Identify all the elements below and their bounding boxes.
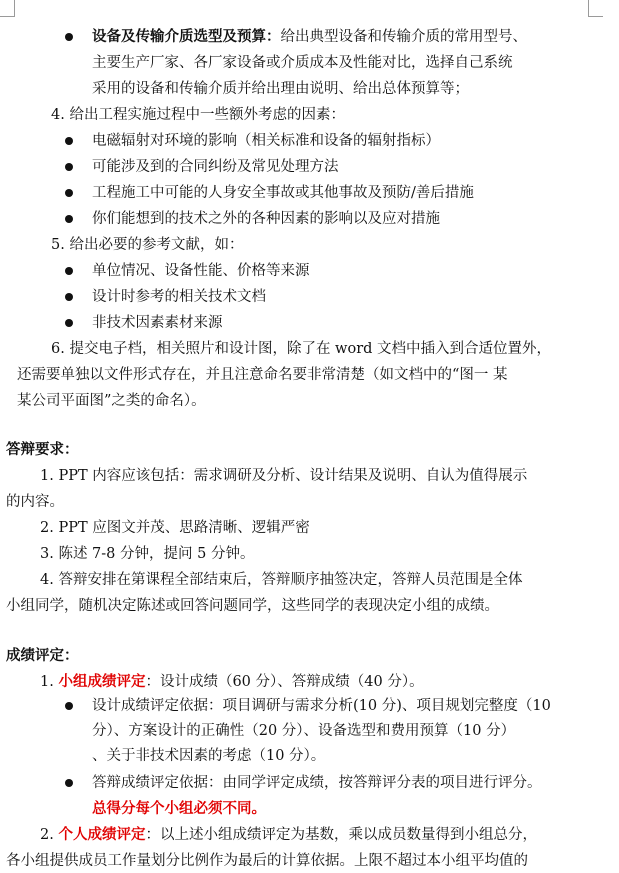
defense-item-4-line-2: 小组同学，随机决定陈述或回答问题同学，这些同学的表现决定小组的成绩。 (6, 598, 499, 614)
equipment-bullet-title: 设备及传输介质选型及预算： (92, 28, 281, 45)
grading-item-2-number: 2. (40, 827, 54, 843)
item-5-bullet-2: 设计时参考的相关技术文档 (92, 289, 266, 305)
group-grade-text: ：设计成绩（60 分）、答辩成绩（40 分）。 (145, 674, 424, 690)
design-grade-line-1: 设计成绩评定依据：项目调研与需求分析(10 分)、项目规划完整度（10 (92, 698, 551, 714)
grading-item-1-number: 1. (40, 674, 54, 690)
bullet-icon (65, 163, 73, 171)
item-5-number: 5. (51, 237, 65, 253)
item-4-bullet-2: 可能涉及到的合同纠纷及常见处理方法 (92, 159, 339, 175)
equipment-bullet-line-3: 采用的设备和传输介质并给出理由说明、给出总体预算等； (92, 81, 469, 97)
item-5-text: 给出必要的参考文献，如： (69, 237, 244, 253)
defense-grade-line-1: 答辩成绩评定依据：由同学评定成绩，按答辩评分表的项目进行评分。 (92, 775, 542, 791)
bullet-icon (65, 215, 73, 223)
item-4-bullet-4: 你们能想到的技术之外的各种因素的影响以及应对措施 (92, 211, 440, 227)
bullet-icon (65, 779, 73, 787)
bullet-icon (65, 189, 73, 197)
bullet-icon (65, 702, 73, 710)
equipment-bullet-line-1 (92, 28, 527, 46)
defense-item-1-line-1: 1. PPT 内容应该包括：需求调研及分析、设计结果及说明、自认为值得展示 (40, 468, 528, 484)
group-grade-label: 小组成绩评定 (58, 673, 146, 690)
bullet-icon (65, 33, 73, 41)
bullet-icon (65, 293, 73, 301)
defense-grade-warning: 总得分每个小组必须不同。 (92, 800, 266, 817)
item-6-line-1: 6. 提交电子档，相关照片和设计图，除了在 word 文档中插入到合适位置外， (51, 341, 552, 357)
bullet-icon (65, 267, 73, 275)
item-5-bullet-1: 单位情况、设备性能、价格等来源 (92, 263, 310, 279)
equipment-bullet-text: 给出典型设备和传输介质的常用型号、 (280, 29, 527, 45)
item-4-bullet-1: 电磁辐射对环境的影响（相关标准和设备的辐射指标） (92, 133, 440, 149)
item-5 (51, 236, 243, 254)
item-4-text: 给出工程实施过程中一些额外考虑的因素： (69, 107, 345, 123)
defense-item-4-line-1: 4. 答辩安排在第课程全部结束后，答辩顺序抽签决定，答辩人员范围是全体 (40, 572, 523, 588)
page-corner-mark-right (588, 0, 603, 17)
grading-heading: 成绩评定： (6, 647, 79, 664)
individual-grade-label: 个人成绩评定 (58, 826, 146, 843)
defense-heading: 答辩要求： (6, 441, 79, 458)
design-grade-line-3: 、关于非技术因素的考虑（10 分）。 (92, 748, 326, 764)
design-grade-line-2: 分）、方案设计的正确性（20 分）、设备选型和费用预算（10 分） (92, 723, 516, 739)
item-4-bullet-3: 工程施工中可能的人身安全事故或其他事故及预防/善后措施 (92, 185, 474, 201)
bullet-icon (65, 319, 73, 327)
page-corner-mark-left (0, 0, 15, 17)
defense-item-1-line-2: 的内容。 (6, 494, 64, 510)
grading-item-2-line-2: 各小组提供成员工作量划分比例作为最后的计算依据。上限不超过本小组平均值的 (6, 853, 528, 869)
defense-item-2: 2. PPT 应图文并茂、思路清晰、逻辑严密 (40, 520, 310, 536)
item-4-number: 4. (51, 107, 65, 123)
item-4 (51, 106, 345, 124)
defense-item-3: 3. 陈述 7-8 分钟，提问 5 分钟。 (40, 546, 255, 562)
bullet-icon (65, 137, 73, 145)
item-6-line-2: 还需要单独以文件形式存在，并且注意命名要非常清楚（如文档中的“图一 某 (17, 367, 508, 383)
grading-item-2 (40, 826, 537, 844)
grading-item-1 (40, 673, 424, 691)
item-5-bullet-3: 非技术因素素材来源 (92, 315, 223, 331)
equipment-bullet-line-2: 主要生产厂家、各厂家设备或介质成本及性能对比，选择自己系统 (92, 55, 513, 71)
item-6-line-3: 某公司平面图”之类的命名）。 (17, 393, 206, 409)
individual-grade-text: ：以上述小组成绩评定为基数，乘以成员数量得到小组总分， (145, 827, 537, 843)
